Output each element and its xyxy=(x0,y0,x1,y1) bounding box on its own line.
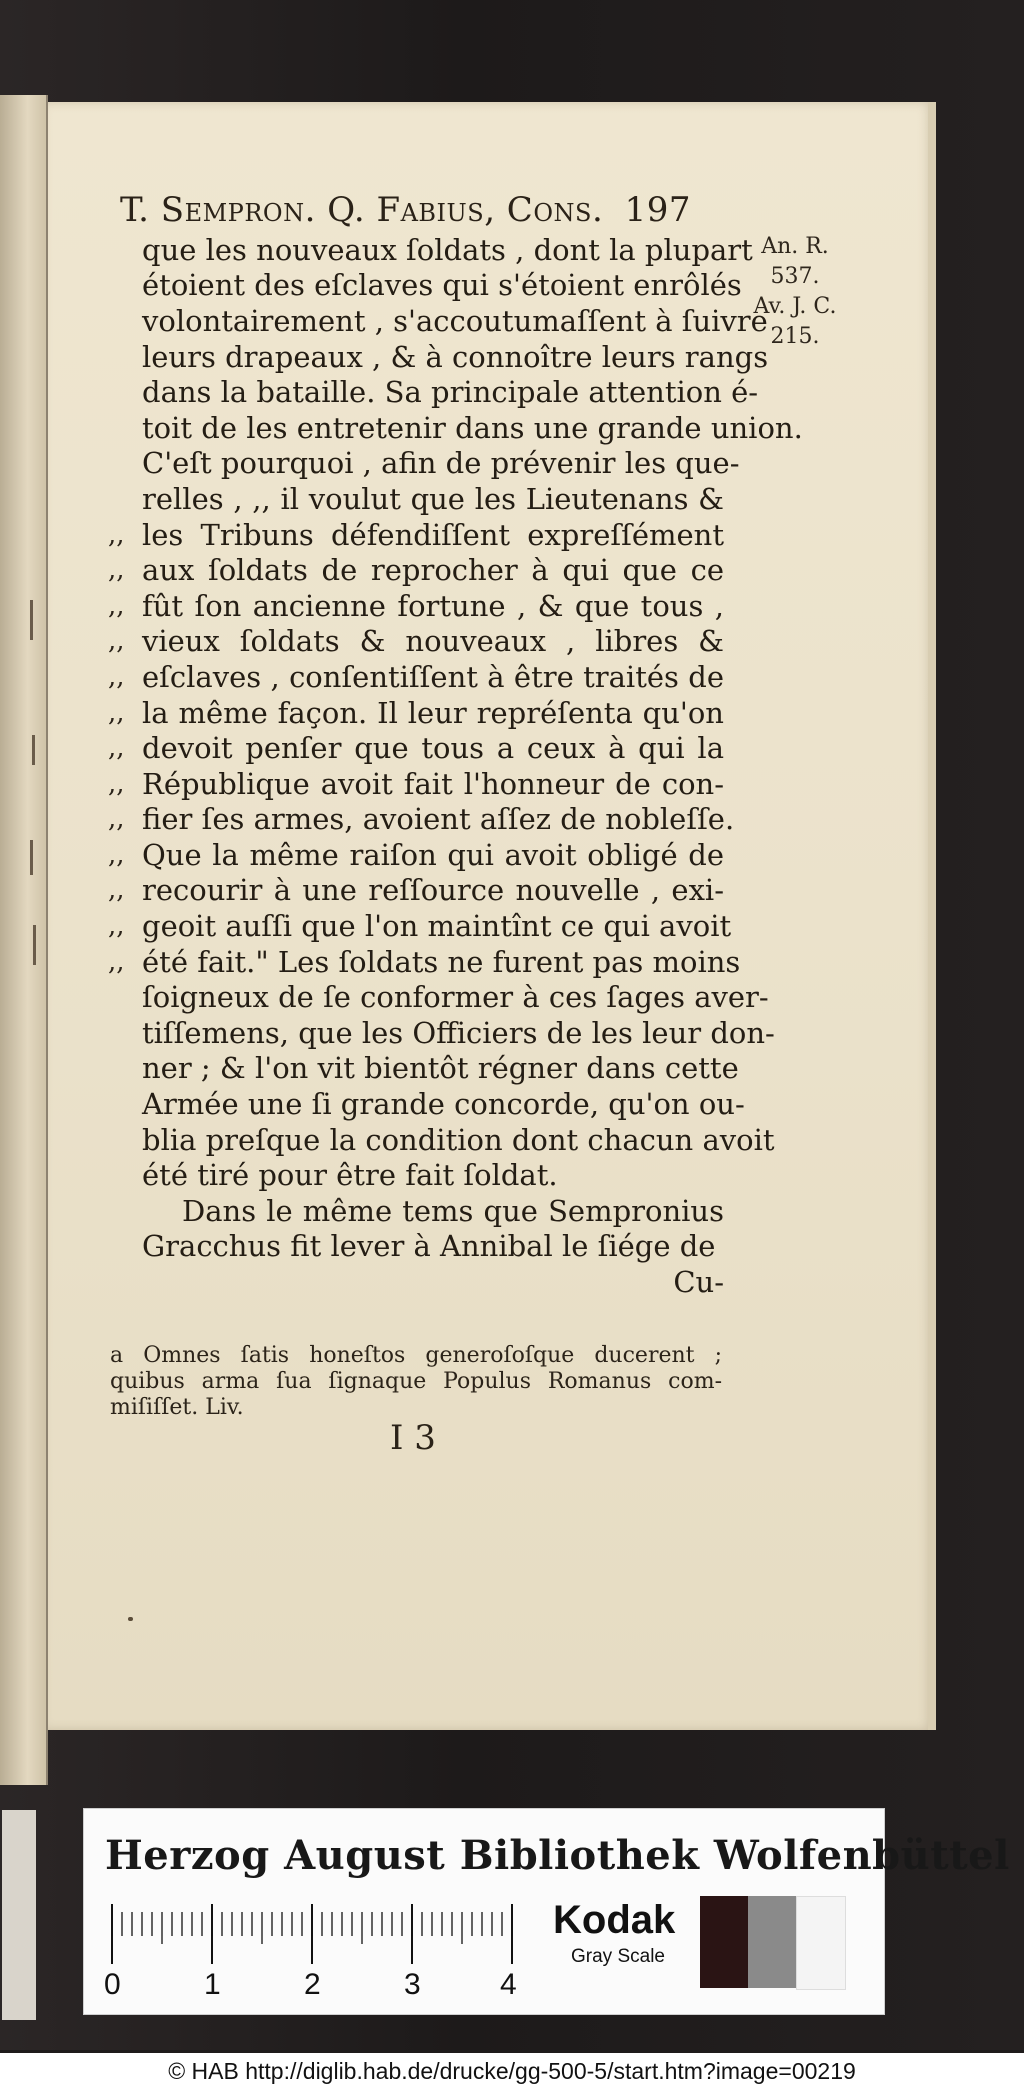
quote-mark: ,, xyxy=(108,839,125,870)
text-line xyxy=(108,837,724,873)
scale-number: 1 xyxy=(204,1968,221,2001)
text-line xyxy=(108,1122,775,1158)
text-line xyxy=(108,1015,775,1051)
line-text: volontairement , s'accoutumaſſent à ſuivre xyxy=(142,303,768,338)
line-text: étoient des eſclaves qui s'étoient enrôlés xyxy=(142,268,742,303)
line-text: les Tribuns défendiſſent expreſſément xyxy=(142,517,724,552)
text-line xyxy=(108,374,759,410)
quote-mark: ,, xyxy=(108,946,125,977)
gray-patch-mid xyxy=(748,1896,796,1988)
gray-patch-dark xyxy=(700,1896,748,1988)
facing-page-edge xyxy=(0,95,48,1785)
line-text: Gracchus fit lever à Annibal le ſiége de xyxy=(142,1229,716,1264)
text-line xyxy=(108,1264,724,1300)
scale-number: 4 xyxy=(500,1968,517,2001)
text-line xyxy=(108,268,742,304)
running-head-title: T. Sempron. Q. Fabius, Cons. xyxy=(120,190,604,230)
text-line xyxy=(108,232,753,268)
text-line xyxy=(108,339,769,375)
line-text: ſoigneux de ſe conformer à ces ſages aver- xyxy=(142,980,769,1015)
line-text: devoit penſer que tous a ceux à qui la xyxy=(142,731,724,766)
scale-number: 2 xyxy=(304,1968,321,2001)
text-line xyxy=(108,1086,745,1122)
page-number: 197 xyxy=(624,190,691,230)
margin-note-line: An. R. xyxy=(761,234,829,259)
quote-mark: ,, xyxy=(108,519,125,550)
line-text: relles , ,, il voulut que les Lieutenans & xyxy=(142,481,724,516)
line-text: vieux ſoldats & nouveaux , libres & xyxy=(142,624,724,659)
text-line xyxy=(108,908,732,944)
quote-mark: ,, xyxy=(108,555,125,586)
line-text: République avoit fait l'honneur de con- xyxy=(142,766,724,801)
line-text: Que la même raiſon qui avoit obligé de xyxy=(142,837,724,872)
line-text: recourir à une reſſource nouvelle , exi- xyxy=(142,873,724,908)
text-line xyxy=(108,802,735,838)
line-text: Cu- xyxy=(673,1265,724,1300)
text-line xyxy=(108,517,724,553)
line-text: leurs drapeaux , & à connoître leurs rangs xyxy=(142,339,769,374)
quote-mark: ,, xyxy=(108,875,125,906)
scale-number: 3 xyxy=(404,1968,421,2001)
line-text: toit de les entretenir dans une grande union. xyxy=(142,410,803,445)
quote-mark: ,, xyxy=(108,697,125,728)
quote-mark: ,, xyxy=(108,626,125,657)
line-text: geoit auſſi que l'on maintînt ce qui avoit xyxy=(142,909,732,944)
footnote-line: miſiſſet. Liv. xyxy=(110,1395,244,1420)
ink-speck xyxy=(128,1617,133,1621)
footnote-line: quibus arma ſua ſignaque Populus Romanus com- xyxy=(110,1369,722,1394)
text-line xyxy=(108,695,724,731)
page-edge xyxy=(928,102,936,1730)
text-line xyxy=(108,446,740,482)
line-text: ner ; & l'on vit bientôt régner dans cette xyxy=(142,1051,739,1086)
line-text: fier ſes armes, avoient aſſez de nobleſſe. xyxy=(142,802,735,837)
text-line xyxy=(108,588,724,624)
text-line xyxy=(108,944,741,980)
text-line xyxy=(108,1193,724,1229)
margin-note-line: 215. xyxy=(770,324,820,349)
line-text: eſclaves , conſentiſſent à être traités de xyxy=(142,659,724,694)
line-text: Dans le même tems que Sempronius xyxy=(182,1193,724,1228)
footnote xyxy=(110,1343,722,1421)
line-text: C'eſt pourquoi , afin de prévenir les que- xyxy=(142,446,740,481)
margin-note-line: 537. xyxy=(770,264,820,289)
line-text: blia preſque la condition dont chacun avoit xyxy=(142,1122,775,1157)
margin-note-line: Av. J. C. xyxy=(753,294,837,319)
text-line xyxy=(108,979,769,1015)
running-head xyxy=(120,190,720,230)
signature-mark: I 3 xyxy=(390,1418,436,1458)
text-line xyxy=(108,1051,739,1087)
line-text: dans la bataille. Sa principale attention é- xyxy=(142,375,759,410)
quote-mark: ,, xyxy=(108,733,125,764)
quote-mark: ,, xyxy=(108,768,125,799)
text-line xyxy=(108,303,768,339)
text-line xyxy=(108,873,724,909)
kodak-logo: Kodak xyxy=(553,1898,676,1942)
line-text: fût ſon ancienne fortune , & que tous , xyxy=(142,588,724,623)
footnote-line: a Omnes ſatis honeſtos generoſoſque ducerent ; xyxy=(110,1343,722,1368)
line-text: que les nouveaux ſoldats , dont la plupart xyxy=(142,232,753,267)
text-line xyxy=(108,481,724,517)
quote-mark: ,, xyxy=(108,804,125,835)
line-text: Armée une ſi grande concorde, qu'on ou- xyxy=(142,1087,745,1122)
line-text: aux ſoldats de reprocher à qui que ce xyxy=(142,553,724,588)
gray-patch-light xyxy=(796,1896,846,1990)
text-line xyxy=(108,766,724,802)
text-line xyxy=(108,1229,724,1265)
line-text: tiſſemens, que les Officiers de les leur don- xyxy=(142,1015,775,1050)
copyright-footer: © HAB http://diglib.hab.de/drucke/gg-500-5/start.htm?image=00219 xyxy=(168,2058,856,2084)
quote-mark: ,, xyxy=(108,590,125,621)
quote-mark: ,, xyxy=(108,661,125,692)
text-line xyxy=(108,730,724,766)
text-line xyxy=(108,1157,724,1193)
line-text: été fait." Les ſoldats ne furent pas moins xyxy=(142,944,741,979)
side-label-strip xyxy=(2,1810,36,2020)
text-line xyxy=(108,659,724,695)
text-line xyxy=(108,552,724,588)
quote-mark: ,, xyxy=(108,911,125,942)
gray-scale-label: Gray Scale xyxy=(571,1946,665,1967)
text-line xyxy=(108,624,724,660)
line-text: la même façon. Il leur repréſenta qu'on xyxy=(142,695,724,730)
ruler-scale xyxy=(110,1904,520,1970)
line-text: été tiré pour être fait ſoldat. xyxy=(142,1158,558,1193)
scale-number: 0 xyxy=(104,1968,121,2001)
text-line xyxy=(108,410,803,446)
library-name: Herzog August Bibliothek Wolfenbüttel xyxy=(105,1832,1010,1879)
